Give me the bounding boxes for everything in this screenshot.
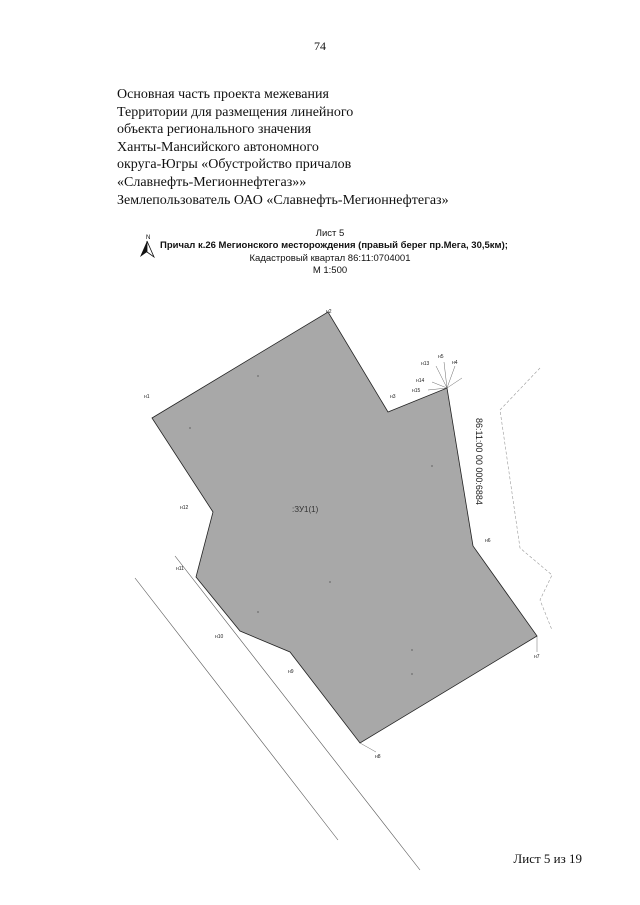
point-label-n2: н2 [326, 309, 332, 315]
adjacent-parcel-boundary [500, 368, 552, 630]
point-label-n3: н3 [390, 394, 396, 400]
leader-line [436, 366, 447, 388]
header-line: объекта регионального значения [117, 122, 312, 138]
header-line: Землепользователь ОАО «Славнефть-Мегионнефтегаз» [117, 192, 449, 208]
parcel-polygon [152, 312, 537, 743]
survey-point [411, 673, 412, 674]
survey-point [411, 649, 412, 650]
point-label-n9: н9 [288, 669, 294, 675]
survey-point [257, 611, 258, 612]
point-label-n4: н4 [452, 360, 458, 366]
header-line: «Славнефть-Мегионнефтегаз»» [117, 174, 307, 190]
point-label-n1: н1 [144, 394, 150, 400]
cadastral-quarter: Кадастровый квартал 86:11:0704001 [249, 252, 411, 264]
point-label-n6: н6 [485, 538, 491, 544]
parcel-label: :ЗУ1(1) [292, 505, 319, 514]
leader-line [447, 378, 462, 388]
survey-point [189, 427, 190, 428]
header-line: округа-Югры «Обустройство причалов [117, 157, 352, 173]
leader-line [447, 366, 455, 388]
adjacent-cadastral-number: 86:11:00 00 000:6884 [474, 418, 484, 505]
survey-point [329, 581, 330, 582]
north-label: N [146, 235, 151, 241]
survey-point [257, 375, 258, 376]
header-line: Основная часть проекта межевания [117, 87, 329, 102]
point-label-n8: н8 [375, 754, 381, 760]
sheet-title: Причал к.26 Мегионского месторождения (правый берег пр.Мега, 30,5км); [160, 240, 508, 252]
survey-point [431, 465, 432, 466]
sheet-label: Лист 5 [315, 228, 345, 239]
point-label-n11: н11 [176, 566, 184, 572]
point-label-n14: н14 [416, 378, 425, 384]
leader-line [444, 362, 447, 388]
header-line: Территории для размещения линейного [117, 104, 354, 120]
leader-line [360, 743, 376, 752]
point-label-n13: н13 [421, 361, 430, 367]
point-label-n10: н10 [215, 634, 224, 640]
sheet-counter: Лист 5 из 19 [513, 851, 582, 866]
point-label-n15: н15 [412, 388, 421, 394]
point-label-n12: н12 [180, 505, 189, 511]
point-label-n5: н5 [438, 354, 444, 360]
page-number: 74 [314, 39, 326, 53]
map-scale: М 1:500 [312, 265, 348, 277]
point-label-n7: н7 [534, 654, 540, 660]
header-line: Ханты-Мансийского автономного [117, 139, 319, 155]
leader-line [432, 382, 447, 388]
